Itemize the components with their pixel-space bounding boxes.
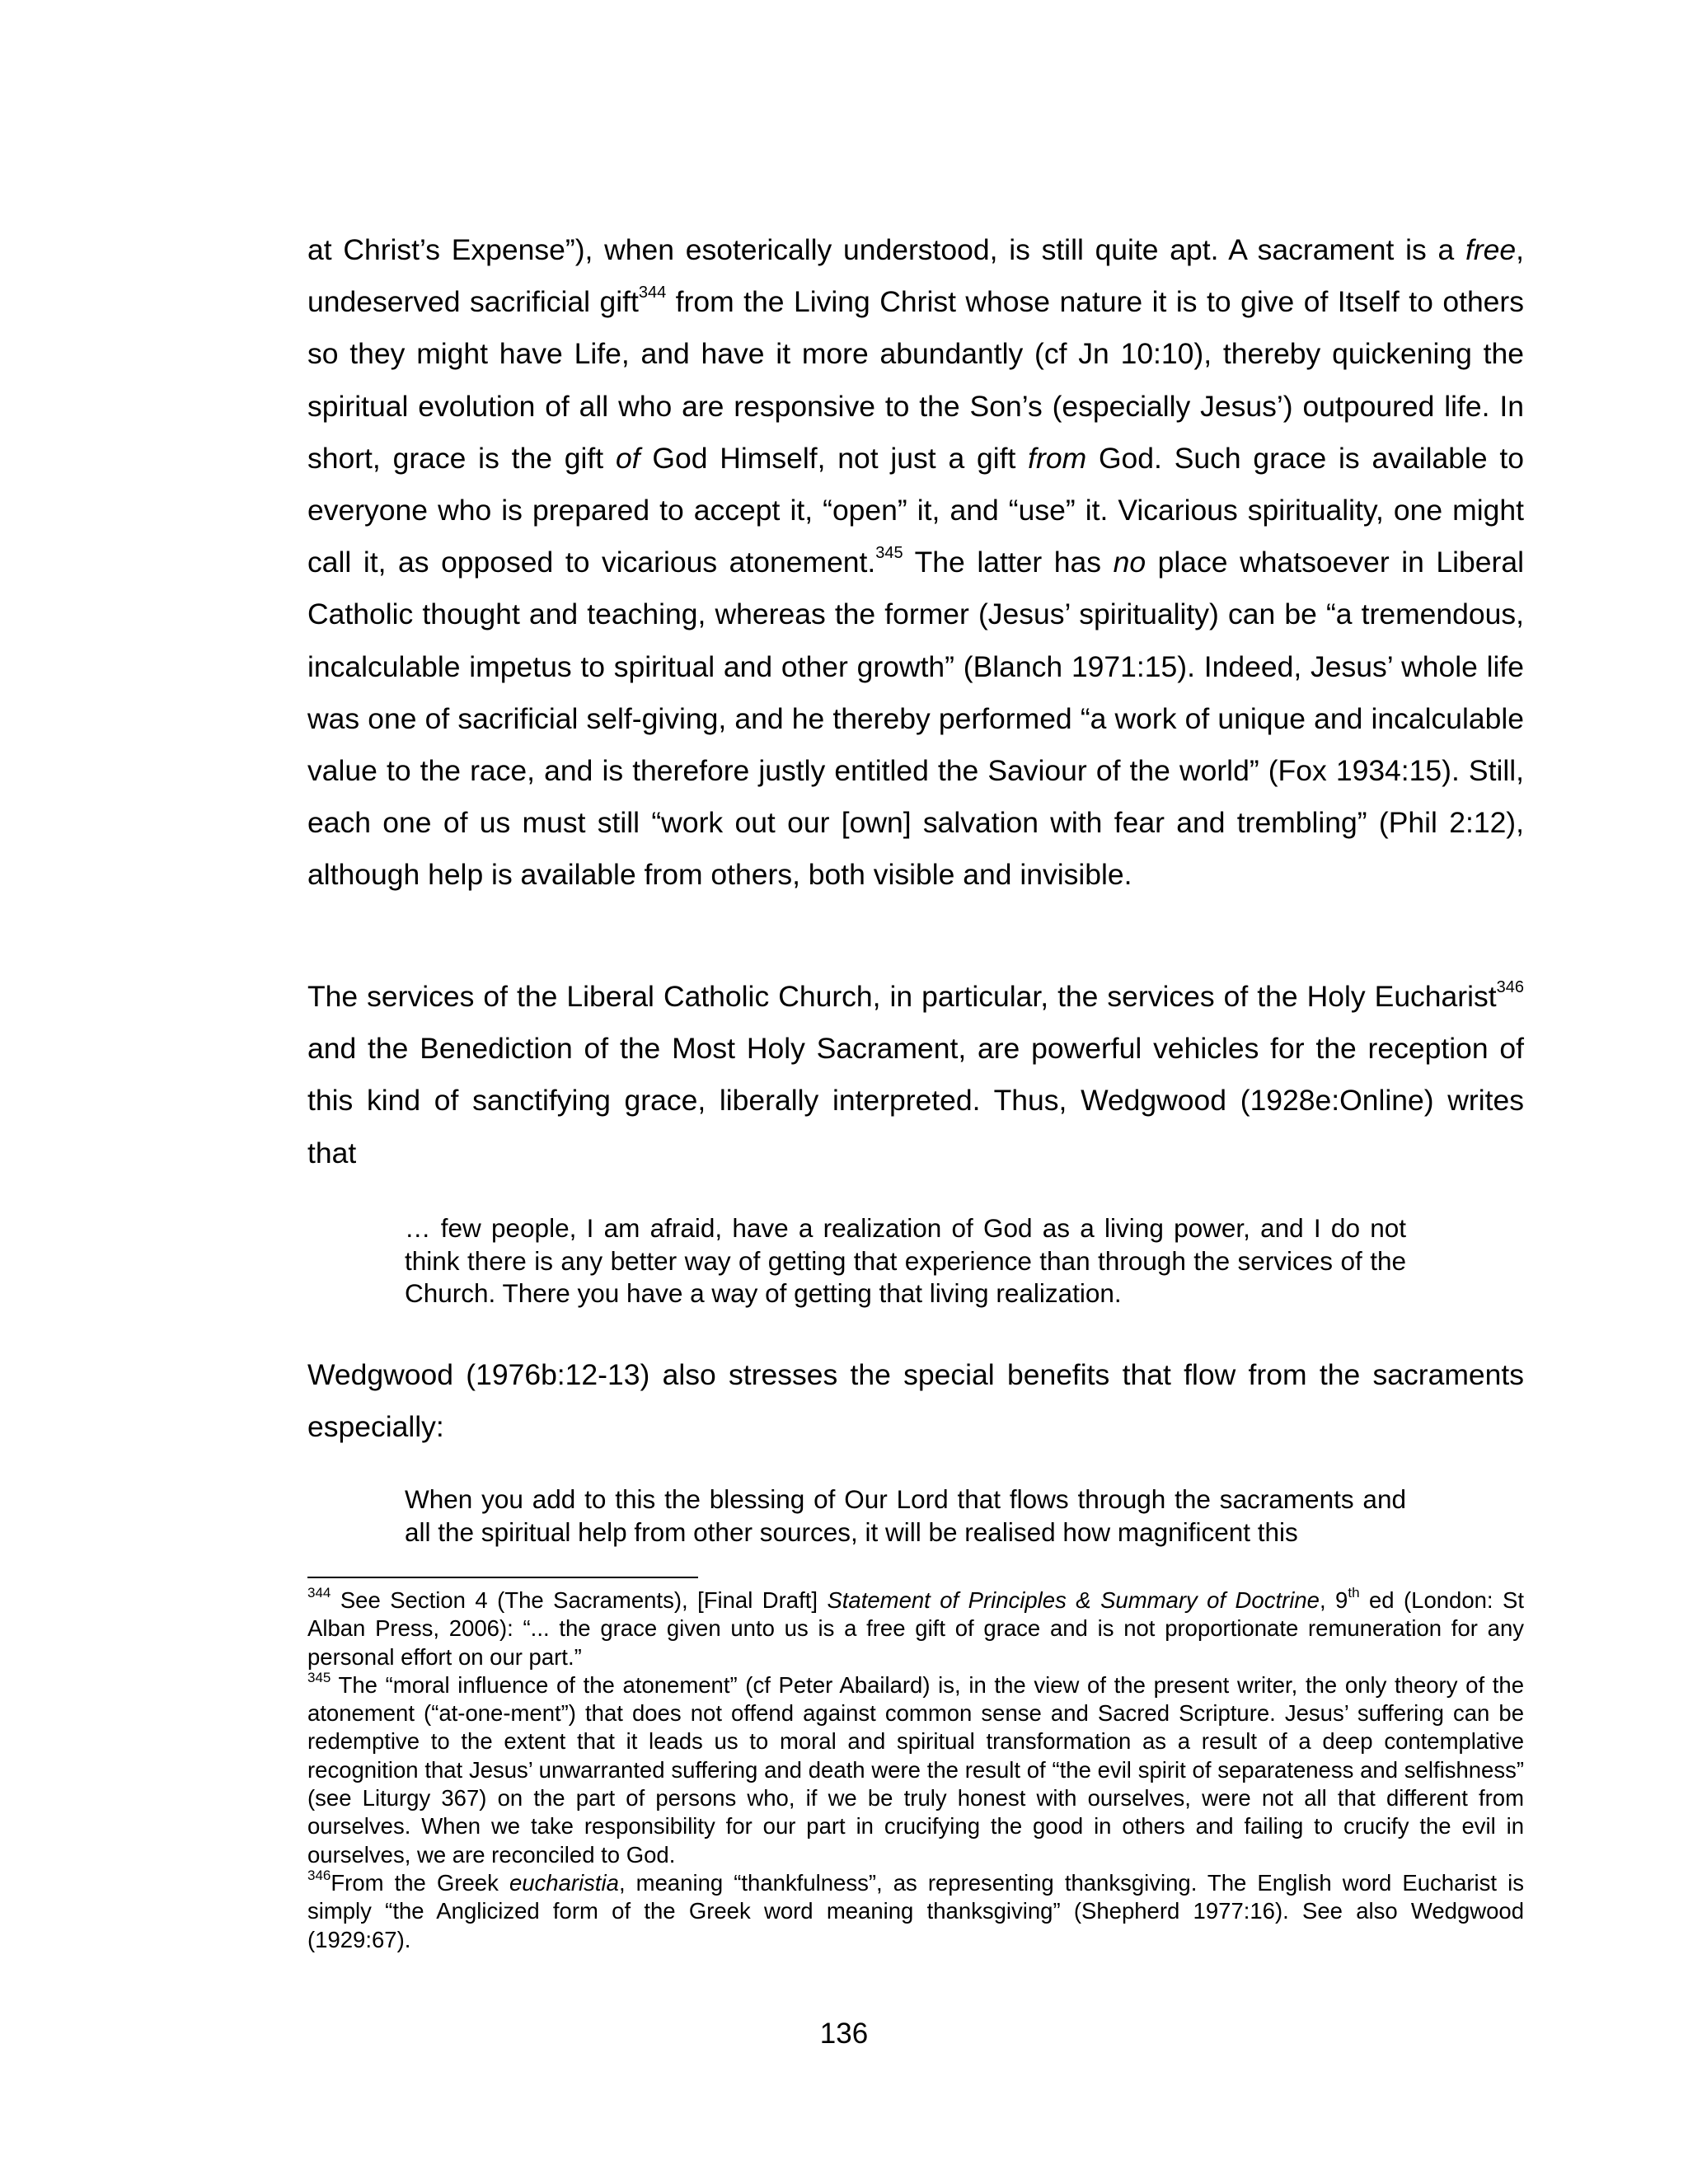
page-number: 136 (819, 2018, 869, 2050)
footnote-ref-346[interactable]: 346 (1496, 978, 1524, 996)
text-run: place whatsoever in Liberal Catholic thought and teaching, whereas the former (Jesus’ spirituality) can be “a tremendous, incalculable impetus to spiritual and other growth” (Blanch 1971:15). Indeed, Jesus’ whole life was one of sacrificial self-giving, and he thereby performed “a work of unique and incalculable value to the race, and is therefore justly entitled the Saviour of the world” (Fox 1934:15). Still, each one of us must still “work out our [own] salvation with fear and trembling” (Phil 2:12), although help is available from others, both visible and invisible. (307, 546, 1524, 892)
footnote-number: 344 (307, 1585, 331, 1601)
text-run: The latter has (903, 546, 1114, 579)
footnote-number: 346 (307, 1867, 331, 1883)
footnotes (307, 1586, 1524, 1954)
text-run: , meaning “thankfulness”, as representing thanksgiving. The English word Eucharist is simply “the Anglicized form of the Greek word meaning thanksgiving” (Shepherd 1977:16). See also Wedgwood (1929:67). (307, 1869, 1524, 1952)
emphasis: eucharistia (509, 1869, 619, 1896)
text-run: See Section 4 (The Sacraments), [Final Draft] (331, 1587, 828, 1613)
text-run: God Himself, not just a gift (640, 441, 1029, 475)
body-paragraph-2 (307, 971, 1524, 1179)
emphasis: free (1465, 233, 1517, 266)
text-run: at Christ’s Expense”), when esoterically understood, is still quite apt. A sacrament is a (307, 233, 1465, 266)
text-run: The “moral influence of the atonement” (cf Peter Abailard) is, in the view of the present writer, the only theory of the atonement (“at-one-ment”) that does not offend against common sense and Sacred Scripture. Jesus’ suffering can be redemptive to the extent that it leads us to moral and spiritual transformation as a result of a deep contemplative recognition that Jesus’ unwarranted suffering and death were the result of “the evil spirit of separateness and selfishness” (see Liturgy 367) on the part of persons who, if we be truly honest with ourselves, were not all that different from ourselves. When we take responsibility for our part in crucifying the good in others and failing to crucify the evil in ourselves, we are reconciled to God. (307, 1671, 1524, 1868)
text-run: and the Benediction of the Most Holy Sacrament, are powerful vehicles for the reception of this kind of sanctifying grace, liberally interpreted. Thus, Wedgwood (1928e:Online) writes that (307, 1032, 1524, 1169)
text-run: ed (London: St Alban Press, 2006): “... the grace given unto us is a free gift of grace and is not proportionate remuneration for any personal effort on our part.” (307, 1587, 1525, 1670)
block-quote-2: When you add to this the blessing of Our Lord that flows through the sacraments and all the spiritual help from other sources, it will be realised how magnificent this (405, 1484, 1406, 1547)
emphasis: no (1113, 546, 1146, 579)
text-run: , undeserved sacrificial gift (307, 233, 1524, 319)
footnote-ref-345[interactable]: 345 (875, 544, 903, 563)
footnote-344 (307, 1586, 1524, 1671)
footnote-345 (307, 1671, 1524, 1869)
block-quote-1: … few people, I am afraid, have a realization of God as a living power, and I do not think there is any better way of getting that experience than through the services of the Church. There you have a way of getting that living realization. (405, 1213, 1406, 1308)
text-run: , 9 (1319, 1587, 1348, 1613)
text-run: The services of the Liberal Catholic Church, in particular, the services of the Holy Eucharist (307, 980, 1497, 1013)
text-run: God. Such grace is available to everyone who is prepared to accept it, “open” it, and “use” it. Vicarious spirituality, one might call it, as opposed to vicarious atonement. (307, 441, 1524, 579)
body-paragraph-3: Wedgwood (1976b:12-13) also stresses the special benefits that flow from the sacraments especially: (307, 1358, 1524, 1444)
body-paragraph-1 (307, 224, 1524, 902)
emphasis: of (615, 441, 640, 475)
emphasis: Statement of Principles & Summary of Doctrine (827, 1587, 1320, 1613)
footnote-separator (307, 1577, 698, 1578)
text-run: From the Greek (331, 1869, 509, 1896)
superscript: th (1348, 1585, 1360, 1601)
text-run: from the Living Christ whose nature it is to give of Itself to others so they might have Life, and have it more abundantly (cf Jn 10:10), thereby quickening the spiritual evolution of all who are responsive to the Son’s (especially Jesus’) outpoured life. In short, grace is the gift (307, 285, 1524, 475)
emphasis: from (1028, 441, 1087, 475)
footnote-ref-344[interactable]: 344 (638, 284, 667, 302)
footnote-346 (307, 1869, 1524, 1954)
footnote-number: 345 (307, 1669, 331, 1685)
